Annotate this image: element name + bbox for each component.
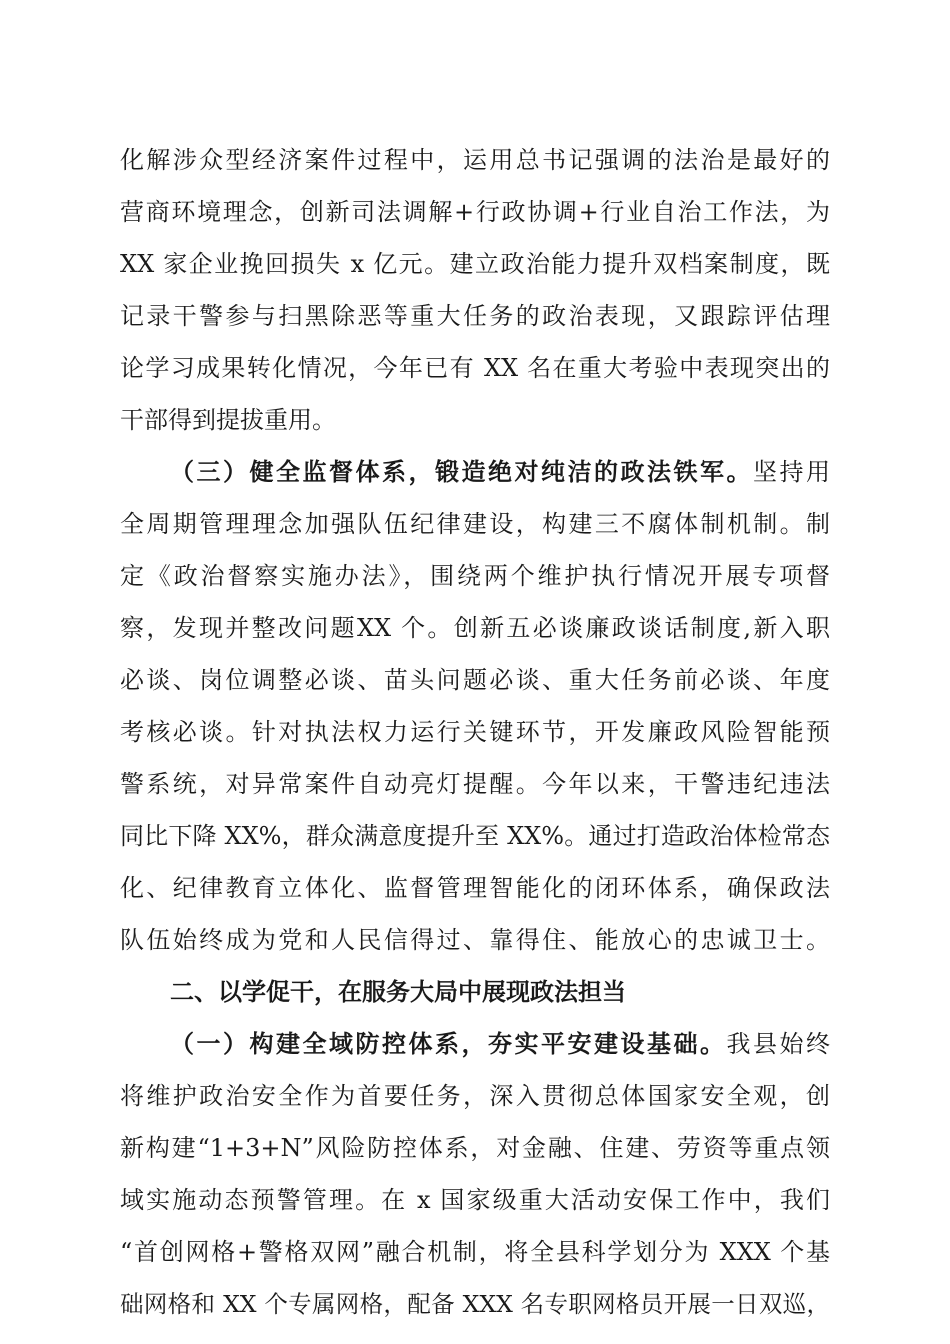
text-line: “首创网格+警格双网”融合机制，将全县科学划分为 XXX 个基 [120,1238,830,1266]
text-line: 础网格和 XX 个专属网格，配备 XXX 名专职网格员开展一日双巡， [120,1290,830,1318]
section-heading: 二、以学促干，在服务大局中展现政法担当 [170,978,626,1006]
text-line: XX 家企业挽回损失 x 亿元。建立政治能力提升双档案制度，既 [120,250,830,278]
subsection-title: （一）构建全域防控体系，夯实平安建设基础。 [170,1030,727,1058]
text-line: 全周期管理理念加强队伍纪律建设，构建三不腐体制机制。制 [120,510,830,538]
text-line: 将维护政治安全作为首要任务，深入贯彻总体国家安全观，创 [120,1082,830,1110]
subsection-title: （三）健全监督体系，锻造绝对纯洁的政法铁军。 [170,458,753,486]
text-line: 警系统，对异常案件自动亮灯提醒。今年以来，干警违纪违法 [120,770,830,798]
text-line: 考核必谈。针对执法权力运行关键环节，开发廉政风险智能预 [120,718,830,746]
text-fragment: 坚持用 [753,458,830,486]
text-line: 定《政治督察实施办法》，围绕两个维护执行情况开展专项督 [120,562,830,590]
text-line: 同比下降 XX%，群众满意度提升至 XX%。通过打造政治体检常态 [120,822,830,850]
text-line: 必谈、岗位调整必谈、苗头问题必谈、重大任务前必谈、年度 [120,666,830,694]
text-line: 域实施动态预警管理。在 x 国家级重大活动安保工作中，我们 [120,1186,830,1214]
text-line: 营商环境理念，创新司法调解+行政协调+行业自治工作法，为 [120,198,830,226]
text-line: 记录干警参与扫黑除恶等重大任务的政治表现，又跟踪评估理 [120,302,830,330]
text-line: 化解涉众型经济案件过程中，运用总书记强调的法治是最好的 [120,146,830,174]
paragraph-lead-line [170,452,830,492]
text-line: 化、纪律教育立体化、监督管理智能化的闭环体系，确保政法 [120,874,830,902]
text-line: 队伍始终成为党和人民信得过、靠得住、能放心的忠诚卫士。 [120,926,830,954]
paragraph-lead-line [170,1024,830,1064]
text-line: 新构建“1+3+N”风险防控体系，对金融、住建、劳资等重点领 [120,1134,830,1162]
text-fragment: 我县始终 [726,1030,830,1058]
text-line: 干部得到提拔重用。 [120,406,336,434]
text-line: 论学习成果转化情况，今年已有 XX 名在重大考验中表现突出的 [120,354,830,382]
text-line: 察，发现并整改问题XX 个。创新五必谈廉政谈话制度,新入职 [120,614,830,642]
